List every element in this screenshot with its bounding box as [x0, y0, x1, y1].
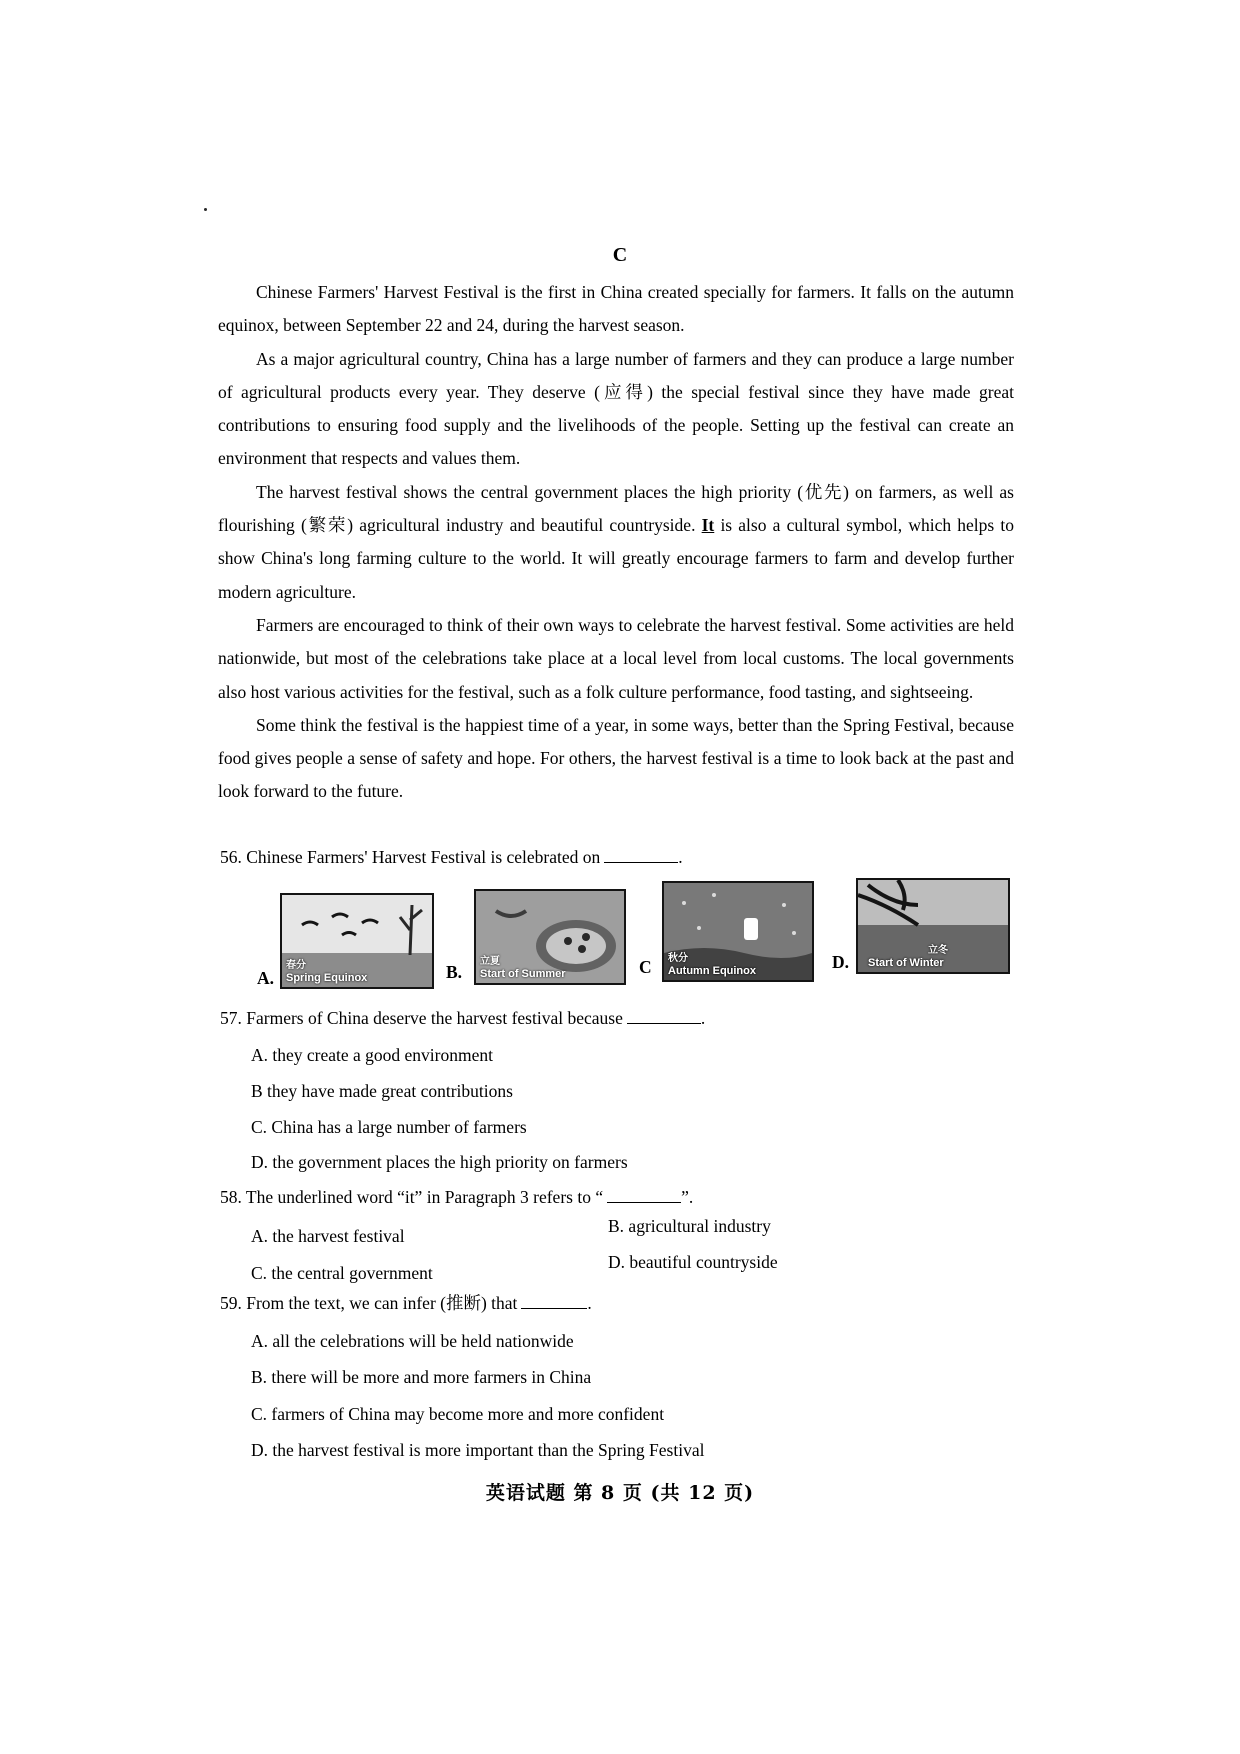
- question-57: 57. Farmers of China deserve the harvest festival because .: [220, 1008, 706, 1028]
- picture-caption: 秋分 Autumn Equinox: [668, 953, 756, 977]
- option-59-d[interactable]: D. the harvest festival is more important than the Spring Festival: [251, 1440, 705, 1460]
- question-56: 56. Chinese Farmers' Harvest Festival is celebrated on .: [220, 847, 683, 867]
- answer-blank[interactable]: [604, 848, 678, 863]
- paragraph-3-part-1: The harvest festival shows the central government places the high priority (优先) on farmers, as well as flourishing (繁荣) agricultural industry and beautiful countryside.: [218, 481, 1014, 536]
- paragraph-2: As a major agricultural country, China has a large number of farmers and they can produce a large number of agricultural products every year. They deserve (应得) the special festival since they have made great contributions to ensuring food supply and the livelihoods of the people. Setting up the festival can create an environment that respects and values them.: [218, 348, 1014, 469]
- option-56-b-letter: B.: [446, 962, 463, 982]
- question-58-stem: 58. The underlined word “it” in Paragraph 3 refers to “: [220, 1187, 604, 1207]
- option-57-a[interactable]: A. they create a good environment: [251, 1045, 493, 1065]
- answer-blank[interactable]: [627, 1009, 701, 1024]
- option-57-d[interactable]: D. the government places the high priority on farmers: [251, 1152, 628, 1172]
- page-footer: 英语试题 第 8 页 (共 12 页): [485, 1482, 755, 1504]
- start-of-winter-picture[interactable]: [856, 878, 1010, 974]
- paragraph-4: Farmers are encouraged to think of their own ways to celebrate the harvest festival. Some activities are held nationwide, but most of the celebrations take place at a local level from local customs. The local governments also host various activities for the festival, such as a folk culture performance, food tasting, and sightseeing.: [218, 614, 1014, 702]
- paragraph-5: Some think the festival is the happiest time of a year, in some ways, better than the Spring Festival, because food gives people a sense of safety and hope. For others, the harvest festival is a time to look back at the past and look forward to the future.: [218, 714, 1014, 802]
- option-58-a[interactable]: A. the harvest festival: [251, 1226, 405, 1246]
- question-59-stem: 59. From the text, we can infer (推断) that: [220, 1293, 518, 1313]
- paragraph-3: [218, 476, 1014, 609]
- option-57-b[interactable]: B they have made great contributions: [251, 1081, 513, 1101]
- picture-caption: 立夏 Start of Summer: [480, 956, 566, 980]
- option-59-b[interactable]: B. there will be more and more farmers in China: [251, 1367, 592, 1387]
- option-56-d-letter: D.: [832, 952, 850, 972]
- question-59: 59. From the text, we can infer (推断) that .: [220, 1293, 592, 1313]
- autumn-equinox-picture[interactable]: [662, 881, 814, 982]
- question-56-stem: 56. Chinese Farmers' Harvest Festival is celebrated on: [220, 847, 601, 867]
- scan-speck: [204, 208, 207, 211]
- option-58-d[interactable]: D. beautiful countryside: [608, 1252, 778, 1272]
- question-58: [220, 1186, 693, 1208]
- option-57-c[interactable]: C. China has a large number of farmers: [251, 1117, 527, 1137]
- paragraph-1: Chinese Farmers' Harvest Festival is the first in China created specially for farmers. It falls on the autumn equinox, between September 22 and 24, during the harvest season.: [218, 282, 1014, 336]
- start-of-summer-picture[interactable]: [474, 889, 626, 985]
- question-57-stem: 57. Farmers of China deserve the harvest festival because: [220, 1008, 623, 1028]
- option-58-b[interactable]: B. agricultural industry: [608, 1216, 771, 1236]
- answer-blank[interactable]: [521, 1294, 587, 1309]
- option-59-a[interactable]: A. all the celebrations will be held nationwide: [251, 1331, 574, 1351]
- option-56-c-letter: C: [639, 957, 652, 977]
- answer-blank[interactable]: [607, 1188, 681, 1203]
- spring-equinox-picture[interactable]: [280, 893, 434, 989]
- paragraph-3-part-2: is also a cultural symbol, which helps to show China's long farming culture to the world. It will greatly encourage farmers to farm and develop further modern agriculture.: [218, 515, 1014, 602]
- picture-caption: 春分 Spring Equinox: [286, 960, 368, 984]
- reading-passage: [218, 276, 1014, 809]
- option-59-c[interactable]: C. farmers of China may become more and more confident: [251, 1404, 665, 1424]
- section-letter: C: [612, 244, 628, 266]
- picture-caption: 立冬 Start of Winter: [868, 945, 948, 969]
- question-58-stem-end: ”.: [681, 1187, 694, 1207]
- underlined-it: It: [701, 515, 715, 536]
- option-56-a-letter: A.: [257, 968, 275, 988]
- option-58-c[interactable]: C. the central government: [251, 1263, 433, 1283]
